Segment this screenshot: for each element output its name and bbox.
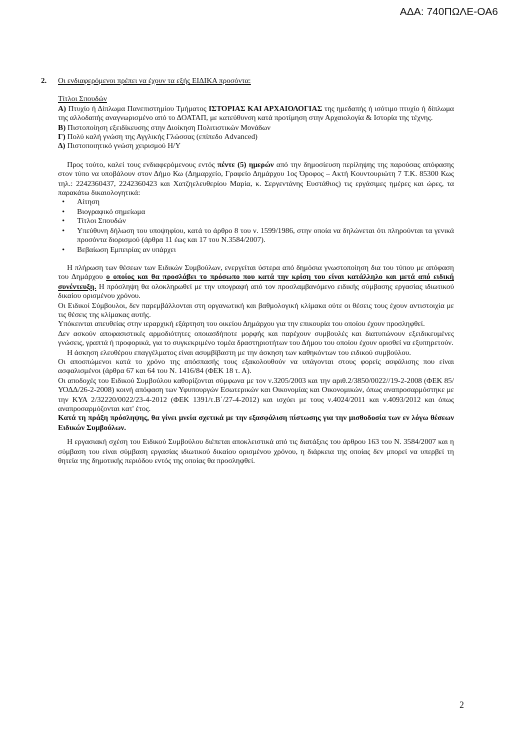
section-title: Οι ενδιαφερόμενοι πρέπει να έχουν τα εξής ΕΙΔΙΚΑ προσόντα:: [58, 76, 251, 85]
fill-paragraph: Η πλήρωση των θέσεων των Ειδικών Συμβούλων, ενεργείται ύστερα από δημόσια γνωστοποίηση δια του τύπου με απόφαση του Δημάρχου ο οποίος και θα προσλάβει το πρόσωπο που κατά την κρίση του είναι κατάλληλο και μετά από ειδική συνέντευξη. Η πρόσληψη θα ολοκληρωθεί με την υπογραφή από τον προσλαμβανόμενο ειδικής σύμβασης εργασίας ιδιωτικού δικαίου ορισμένου χρόνου.: [58, 262, 454, 301]
titles-heading: Τίτλοι Σπουδών: [58, 94, 107, 104]
pay-paragraph: Οι αποδοχές του Ειδικού Συμβούλου καθορίζονται σύμφωνα με τον ν.3205/2003 και την αριθ.2/3850/0022//19-2-2008 (ΦΕΚ 85/ΥΟΔΔ/26-2-2008) κοινή απόφαση των Υφυπουργών Εσωτερικών και Οικονομίας και Οικονομικών, όπως αναπροσαρμόστηκε με την ΚΥΑ 2/32220/0022/23-4-2012 (ΦΕΚ 1391/τ.Β΄/27-4-2012) και ισχύει με τους ν.4024/2011 και ν.4093/2012 και όπως αναπροσαρμόζονται κατ' έτος.: [58, 375, 454, 413]
qualification-c: Γ) Πολύ καλή γνώση της Αγγλικής Γλώσσας (επίπεδο Advanced): [58, 132, 258, 142]
qualification-b: Β) Πιστοποίηση εξειδίκευσης στην Διοίκηση Πολιτιστικών Μονάδων: [58, 122, 271, 132]
ada-header: ΑΔΑ: 740ΠΩΛΕ-ΟΑ6: [399, 6, 498, 18]
contract-paragraph: Η εργασιακή σχέση του Ειδικού Συμβούλου διέπεται αποκλειστικά από τις διατάξεις του άρθρου 163 του Ν. 3584/2007 και η σύμβαση του είναι σύμβαση εργασίας ιδιωτικού δικαίου ορισμένου χρόνου, η διάρκεια της οποίας δεν μπορεί να υπερβεί τη θητεία της δημοτικής περιόδου εντός της οποίας θα προσληφθεί.: [58, 437, 454, 466]
free-profession-paragraph: Η άσκηση ελευθέρου επαγγέλματος είναι ασυμβίβαστη με την άσκηση των καθηκόντων του ειδικού συμβούλου.: [67, 347, 412, 357]
list-item: • Βεβαίωση Εμπειρίας αν υπάρχει: [58, 245, 454, 254]
section-number: 2.: [41, 76, 47, 85]
list-item: • Τίτλοι Σπουδών: [58, 216, 454, 225]
page-number: 2: [459, 700, 464, 710]
grade-paragraph: Οι Ειδικοί Σύμβουλοι, δεν παρεμβάλλονται στη οργανωτική και βαθμολογική κλίμακα ούτε οι θέσεις τους έχουν αντιστοιχία με τις θέσεις της κλίμακας αυτής.: [58, 300, 454, 319]
insurance-paragraph: Οι αποσπώμενοι κατά το χρόνο της απόσπασής τους εξακολουθούν να υπάγονται στους φορείς ασφάλισης που είναι ασφαλισμένοι (άρθρα 67 και 64 του Ν. 1416/84 (ΦΕΚ 18 τ. Α).: [58, 356, 454, 376]
qualification-d: Δ) Πιστοποιητικό γνώση χειρισμού Η/Υ: [58, 141, 181, 151]
document-body: [41, 76, 455, 466]
section-heading: [41, 76, 454, 85]
call-paragraph: Προς τούτο, καλεί τους ενδιαφερόμενους εντός πέντε (5) ημερών από την δημοσίευση περίληψης της παρούσας απόφασης στον τύπο να υποβάλουν στον Δήμο Κω (Δημαρχείο, Γραφείο Δημάρχου 1ος Όροφος – Ακτή Κουντουριώτη 7 Τ.Κ. 85300 Κως τηλ.: 2242360437, 2242360423 και Χατζηελευθερίου Μαρία, κ. Σεργεντάνης Ευστάθιος) τις εργάσιμες ημέρες και ώρες, τα παρακάτω δικαιολογητικά:: [58, 159, 454, 198]
documents-list: [58, 197, 454, 253]
subject-paragraph: Υπόκεινται απευθείας στην ιεραρχική εξάρτηση του οικείου Δημάρχου για την επικουρία του οποίου έχουν προσληφθεί.: [58, 319, 425, 329]
qualification-a: Α) Πτυχίο ή Δίπλωμα Πανεπιστημίου Τμήματος ΙΣΤΟΡΙΑΣ ΚΑΙ ΑΡΧΑΙΟΛΟΓΙΑΣ της ημεδαπής ή ισότιμο πτυχίο ή δίπλωμα της αλλοδαπής αναγνωρισμένο από το ΔΟΑΤΑΠ, με κατεύθυνση κατά προτίμηση στην Αρχαιολογία & Ιστορία της τέχνης.: [58, 103, 455, 123]
list-item: • Αίτηση: [58, 197, 454, 206]
list-item: • Υπεύθυνη δήλωση του υποψηφίου, κατά το άρθρο 8 του ν. 1599/1986, στην οποία να δηλώνεται ότι πληρούνται τα γενικά προσόντα διορισμού (άρθρα 11 έως και 17 του Ν.3584/2007).: [58, 226, 454, 245]
duties-paragraph: Δεν ασκούν αποφασιστικές αρμοδιότητες οποιασδήποτε μορφής και παρέχουν συμβουλές και διατυπώνουν εξειδικευμένες γνώσεις, γραπτά ή προφορικά, για το συγκεκριμένο τομέα δραστηριοτήτων του Δήμου του οποίου έχουν ορισθεί να εξυπηρετούν.: [58, 328, 454, 348]
list-item: • Βιογραφικό σημείωμα: [58, 207, 454, 216]
funding-notice: Κατά τη πράξη πρόσληψης, θα γίνει μνεία σχετικά με την εξασφάλιση πίστωσης για την μισθοδοσία των εν λόγω θέσεων Ειδικών Συμβούλων.: [58, 413, 454, 432]
